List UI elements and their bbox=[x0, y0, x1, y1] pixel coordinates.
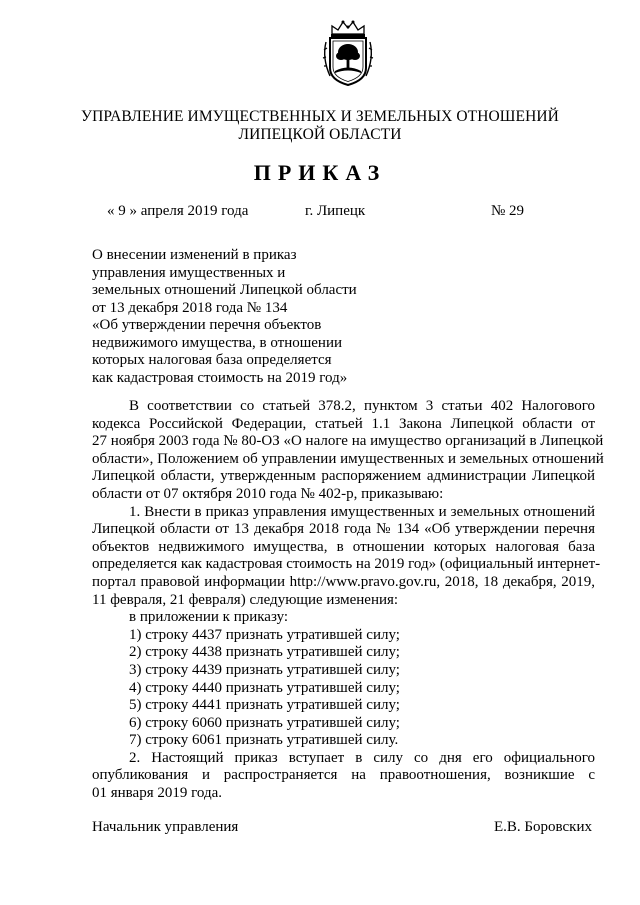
subject-line: которых налоговая база определяется bbox=[92, 352, 332, 368]
document-subject bbox=[92, 247, 382, 387]
subject-line: недвижимого имущества, в отношении bbox=[92, 334, 343, 351]
body-line: объектов недвижимого имущества, в отношении которых налоговая база bbox=[92, 538, 595, 555]
body-line: В соответствии со статьей 378.2, пунктом 3 статьи 402 Налогового bbox=[129, 398, 595, 414]
subject-line: О внесении изменений в приказ bbox=[92, 247, 297, 263]
body-line: 11 февраля, 21 февраля) следующие изменения: bbox=[92, 591, 399, 608]
organization-name-line2: ЛИПЕЦКОЙ ОБЛАСТИ bbox=[238, 126, 402, 143]
lipetsk-oblast-coat-of-arms-icon bbox=[318, 18, 378, 88]
body-line: опубликования и распространяется на правоотношения, возникшие с bbox=[92, 767, 595, 784]
signatory-name: Е.В. Боровских bbox=[494, 819, 592, 835]
subject-line: от 13 декабря 2018 года № 134 bbox=[92, 299, 288, 316]
list-item: в приложении к приказу: bbox=[129, 609, 289, 626]
body-line: 01 января 2019 года. bbox=[92, 785, 223, 802]
document-body bbox=[92, 398, 604, 803]
body-line: области от 07 октября 2010 года № 402-р, приказываю: bbox=[92, 485, 444, 502]
subject-line: земельных отношений Липецкой области bbox=[92, 282, 357, 298]
document-number: № 29 bbox=[491, 203, 525, 219]
list-item: 5) строку 4441 признать утратившей силу; bbox=[129, 697, 400, 714]
body-line: 1. Внести в приказ управления имущественных и земельных отношений bbox=[129, 503, 595, 520]
paragraph-item-1 bbox=[92, 503, 601, 610]
subject-line: «Об утверждении перечня объектов bbox=[92, 317, 322, 333]
body-line: Липецкой области от 13 декабря 2018 года № 134 «Об утверждении перечня bbox=[92, 521, 595, 538]
list-item: 4) строку 4440 признать утратившей силу; bbox=[129, 679, 400, 696]
document-date: « 9 » апреля 2019 года bbox=[107, 203, 249, 219]
body-line: определяется как кадастровая стоимость на 2019 год» (официальный интернет- bbox=[92, 556, 601, 573]
body-line: кодекса Российской Федерации, статьей 1.1 Закона Липецкой области от bbox=[92, 415, 595, 432]
signatory-position: Начальник управления bbox=[92, 819, 239, 835]
body-line: области», Положением об управлении имущественных и земельных отношений bbox=[92, 450, 604, 467]
subject-line: управления имущественных и bbox=[92, 264, 286, 281]
body-line: 2. Настоящий приказ вступает в силу со дня его официального bbox=[129, 749, 595, 766]
list-item: 2) строку 4438 признать утратившей силу; bbox=[129, 644, 400, 661]
organization-name-line1: УПРАВЛЕНИЕ ИМУЩЕСТВЕННЫХ И ЗЕМЕЛЬНЫХ ОТНОШЕНИЙ bbox=[81, 108, 559, 125]
list-item: 1) строку 4437 признать утратившей силу; bbox=[129, 626, 400, 643]
list-item: 6) строку 6060 признать утратившей силу; bbox=[129, 714, 400, 731]
changes-list bbox=[92, 609, 595, 750]
document-city: г. Липецк bbox=[305, 203, 366, 219]
body-line: Липецкой области, утвержденным распоряжением администрации Липецкой bbox=[92, 468, 595, 485]
list-item: 3) строку 4439 признать утратившей силу; bbox=[129, 661, 400, 678]
paragraph-item-2 bbox=[92, 750, 595, 803]
paragraph-preamble bbox=[92, 398, 604, 504]
body-line: 27 ноября 2003 года № 80-ОЗ «О налоге на имущество организаций в Липецкой bbox=[92, 433, 604, 450]
document-title: ПРИКАЗ bbox=[253, 160, 387, 185]
body-line: портал правовой информации http://www.pravo.gov.ru, 2018, 18 декабря, 2019, bbox=[92, 573, 595, 590]
subject-line: как кадастровая стоимость на 2019 год» bbox=[92, 369, 348, 386]
list-item: 7) строку 6061 признать утратившей силу. bbox=[129, 732, 399, 749]
